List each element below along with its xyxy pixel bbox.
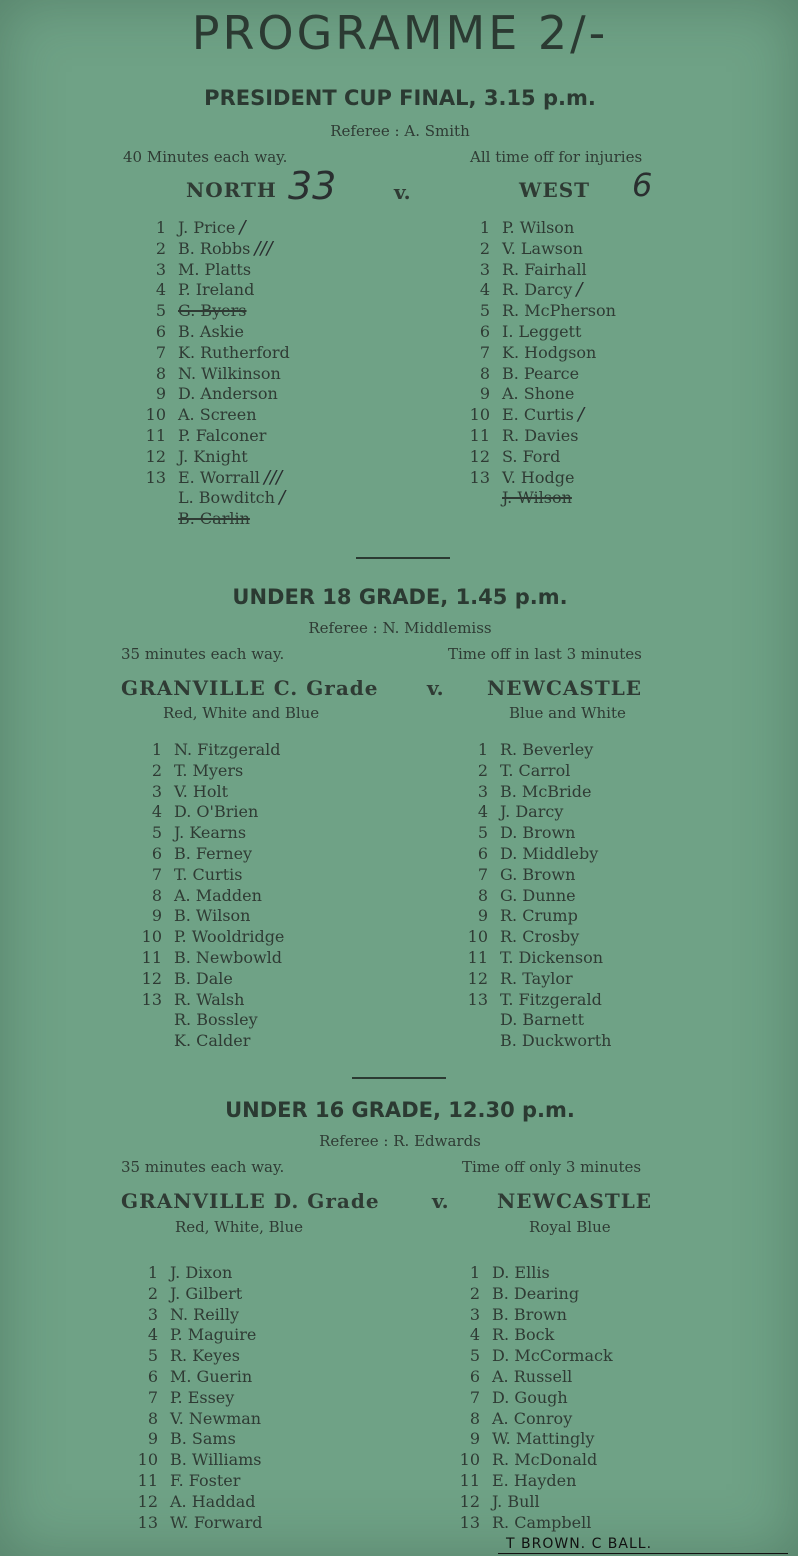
- player-row: [464, 823, 611, 844]
- match2-vs: v.: [427, 676, 444, 700]
- player-number: 2: [147, 1283, 158, 1303]
- player-name: K. Calder: [174, 1031, 251, 1051]
- player-number: 3: [469, 1304, 480, 1324]
- player-name: J. Wilson: [502, 488, 572, 508]
- player-name: P. Ireland: [178, 280, 255, 300]
- player-name: T. Curtis: [174, 864, 243, 884]
- player-number: 4: [155, 280, 166, 300]
- player-number: 2: [477, 760, 488, 780]
- player-row: [142, 364, 290, 385]
- player-row: [464, 802, 611, 823]
- match1-duration: 40 Minutes each way.: [123, 148, 288, 166]
- player-name: P. Falconer: [178, 425, 267, 445]
- player-number: 12: [467, 968, 488, 988]
- player-name: R. Campbell: [492, 1512, 592, 1532]
- player-row: [466, 322, 616, 343]
- player-row: [464, 886, 611, 907]
- match3-away-players: [456, 1263, 613, 1533]
- player-row: [134, 1513, 262, 1534]
- player-number: 7: [479, 342, 490, 362]
- player-row: [464, 927, 611, 948]
- player-number: 6: [479, 321, 490, 341]
- player-number: 9: [479, 384, 490, 404]
- player-row: [466, 405, 616, 426]
- player-name: V. Holt: [174, 781, 229, 801]
- player-number: 7: [147, 1387, 158, 1407]
- match2-referee: Referee : N. Middlemiss: [308, 619, 492, 637]
- player-row: [464, 782, 611, 803]
- player-number: 9: [155, 384, 166, 404]
- player-row: [456, 1513, 613, 1534]
- player-row: [456, 1492, 613, 1513]
- match2-home-colours: Red, White and Blue: [163, 704, 320, 722]
- player-name: B. Pearce: [502, 363, 580, 383]
- player-row: [134, 1325, 262, 1346]
- player-name: N. Fitzgerald: [174, 740, 281, 759]
- player-number: 1: [151, 740, 162, 759]
- player-name: R. Bock: [492, 1325, 555, 1345]
- player-name: N. Wilkinson: [178, 363, 281, 383]
- player-row: [456, 1409, 613, 1430]
- player-row: [138, 865, 284, 886]
- player-row: [142, 468, 290, 489]
- player-name: V. Hodge: [502, 467, 575, 487]
- player-row: [138, 1010, 284, 1031]
- player-number: 7: [151, 864, 162, 884]
- player-row: [456, 1263, 613, 1284]
- player-row: [456, 1388, 613, 1409]
- player-number: 12: [137, 1491, 158, 1511]
- player-row: [456, 1367, 613, 1388]
- player-number: 2: [155, 238, 166, 258]
- player-name: B. Carlin: [178, 509, 250, 529]
- match1-away-players: [466, 218, 616, 509]
- player-name: D. Gough: [492, 1387, 568, 1407]
- player-number: 7: [155, 342, 166, 362]
- player-number: 4: [151, 802, 162, 822]
- player-row: [464, 1010, 611, 1031]
- player-row: [456, 1471, 613, 1492]
- player-name: P. Wilson: [502, 218, 575, 237]
- player-row: [464, 865, 611, 886]
- player-name: L. Bowditch: [178, 488, 275, 508]
- player-number: 11: [459, 1470, 480, 1490]
- match3-referee: Referee : R. Edwards: [319, 1132, 481, 1150]
- player-number: 13: [467, 989, 488, 1009]
- player-name: T. Dickenson: [500, 947, 604, 967]
- player-row: [464, 969, 611, 990]
- section-divider: [352, 1077, 446, 1079]
- player-number: 11: [467, 947, 488, 967]
- player-row: [142, 322, 290, 343]
- player-number: 10: [467, 927, 488, 947]
- player-number: 12: [459, 1491, 480, 1511]
- player-name: R. McDonald: [492, 1450, 598, 1470]
- player-number: 10: [469, 405, 490, 425]
- player-name: F. Foster: [170, 1470, 241, 1490]
- player-name: B. Ferney: [174, 843, 253, 863]
- player-name: B. Robbs: [178, 238, 251, 258]
- player-number: 8: [151, 885, 162, 905]
- player-name: B. Askie: [178, 321, 244, 341]
- match2-away-players: [464, 740, 611, 1052]
- player-number: 6: [469, 1366, 480, 1386]
- player-number: 8: [477, 885, 488, 905]
- player-name: R. Davies: [502, 425, 579, 445]
- match3-home-team: GRANVILLE D. Grade: [121, 1189, 380, 1213]
- player-number: 8: [469, 1408, 480, 1428]
- section-divider: [356, 557, 450, 559]
- player-number: 4: [479, 280, 490, 300]
- player-name: K. Hodgson: [502, 342, 597, 362]
- player-row: [464, 1031, 611, 1052]
- player-number: 13: [145, 467, 166, 487]
- player-row: [134, 1450, 262, 1471]
- player-number: 8: [155, 363, 166, 383]
- player-number: 2: [151, 760, 162, 780]
- match2-heading: UNDER 18 GRADE, 1.45 p.m.: [232, 585, 568, 609]
- player-name: A. Haddad: [170, 1491, 256, 1511]
- player-name: G. Dunne: [500, 885, 576, 905]
- player-name: B. Wilson: [174, 906, 251, 926]
- handwritten-tally-mark: ///: [254, 237, 273, 259]
- player-row: [466, 364, 616, 385]
- player-number: 8: [479, 363, 490, 383]
- match2-away-team: NEWCASTLE: [487, 676, 643, 700]
- player-number: 1: [477, 740, 488, 759]
- player-number: 10: [141, 927, 162, 947]
- match3-time-note: Time off only 3 minutes: [462, 1158, 642, 1176]
- player-name: A. Russell: [492, 1366, 573, 1386]
- player-name: S. Ford: [502, 446, 561, 466]
- match3-home-players: [134, 1263, 262, 1533]
- player-number: 1: [147, 1263, 158, 1282]
- match1-heading: PRESIDENT CUP FINAL, 3.15 p.m.: [204, 86, 596, 110]
- match1-home-players: [142, 218, 290, 530]
- handwritten-tally-mark: /: [239, 217, 246, 238]
- player-name: D. Ellis: [492, 1263, 550, 1282]
- player-row: [138, 740, 284, 761]
- player-number: 7: [469, 1387, 480, 1407]
- player-row: [142, 447, 290, 468]
- player-row: [142, 239, 290, 260]
- player-row: [138, 761, 284, 782]
- player-name: R. Darcy: [502, 280, 573, 300]
- player-name: V. Newman: [170, 1408, 262, 1428]
- player-row: [134, 1492, 262, 1513]
- player-name: T. Carrol: [500, 760, 571, 780]
- player-name: J. Bull: [492, 1491, 540, 1511]
- player-number: 2: [469, 1283, 480, 1303]
- player-row: [142, 509, 290, 530]
- player-row: [134, 1388, 262, 1409]
- match3-vs: v.: [432, 1189, 449, 1213]
- player-row: [464, 740, 611, 761]
- player-row: [456, 1284, 613, 1305]
- player-name: D. Anderson: [178, 384, 278, 404]
- player-name: W. Mattingly: [492, 1429, 595, 1449]
- player-name: A. Conroy: [492, 1408, 573, 1428]
- player-number: 5: [479, 301, 490, 321]
- player-number: 9: [151, 906, 162, 926]
- player-row: [464, 761, 611, 782]
- player-name: W. Forward: [170, 1512, 263, 1532]
- match3-home-colours: Red, White, Blue: [175, 1218, 303, 1236]
- player-number: 11: [141, 947, 162, 967]
- match3-away-colours: Royal Blue: [529, 1218, 611, 1236]
- player-row: [142, 384, 290, 405]
- player-row: [134, 1367, 262, 1388]
- player-name: P. Maguire: [170, 1325, 257, 1345]
- player-name: R. Crosby: [500, 927, 580, 947]
- player-name: D. McCormack: [492, 1346, 613, 1366]
- player-number: 12: [141, 968, 162, 988]
- player-number: 2: [479, 238, 490, 258]
- player-row: [138, 969, 284, 990]
- match1-away-team: WEST: [519, 178, 591, 202]
- player-row: [138, 886, 284, 907]
- player-row: [134, 1429, 262, 1450]
- player-number: 9: [147, 1429, 158, 1449]
- match1-time-note: All time off for injuries: [470, 148, 643, 166]
- player-name: J. Gilbert: [170, 1283, 243, 1303]
- programme-title: PROGRAMME 2/-: [191, 6, 609, 60]
- player-row: [142, 280, 290, 301]
- player-row: [142, 218, 290, 239]
- player-name: K. Rutherford: [178, 342, 290, 362]
- match3-duration: 35 minutes each way.: [121, 1158, 285, 1176]
- player-number: 6: [147, 1366, 158, 1386]
- player-name: T. Myers: [174, 760, 244, 780]
- player-row: [134, 1284, 262, 1305]
- player-name: J. Darcy: [500, 802, 564, 822]
- player-row: [134, 1471, 262, 1492]
- player-row: [466, 426, 616, 447]
- match1-vs: v.: [394, 180, 411, 204]
- player-row: [456, 1325, 613, 1346]
- handwritten-tally-mark: /: [576, 279, 583, 301]
- player-number: 10: [459, 1450, 480, 1470]
- player-row: [142, 260, 290, 281]
- player-row: [138, 927, 284, 948]
- player-number: 8: [147, 1408, 158, 1428]
- player-row: [138, 990, 284, 1011]
- player-number: 12: [145, 446, 166, 466]
- player-number: 11: [137, 1470, 158, 1490]
- player-number: 3: [155, 259, 166, 279]
- player-number: 5: [147, 1346, 158, 1366]
- player-number: 4: [147, 1325, 158, 1345]
- player-row: [138, 823, 284, 844]
- handwritten-tally-mark: /: [278, 487, 286, 509]
- player-name: J. Price: [178, 218, 236, 237]
- match1-home-score: 33: [288, 164, 337, 208]
- player-number: 12: [469, 446, 490, 466]
- player-name: A. Screen: [178, 405, 257, 425]
- player-row: [466, 447, 616, 468]
- player-name: G. Brown: [500, 864, 576, 884]
- player-number: 6: [151, 843, 162, 863]
- player-row: [142, 343, 290, 364]
- player-number: 5: [155, 301, 166, 321]
- player-name: R. McPherson: [502, 301, 616, 321]
- player-row: [134, 1305, 262, 1326]
- player-row: [138, 906, 284, 927]
- player-row: [466, 384, 616, 405]
- player-name: P. Essey: [170, 1387, 235, 1407]
- player-row: [466, 343, 616, 364]
- player-number: 3: [477, 781, 488, 801]
- player-number: 5: [477, 823, 488, 843]
- player-name: B. Dearing: [492, 1283, 580, 1303]
- player-name: D. O'Brien: [174, 802, 259, 822]
- player-name: R. Beverley: [500, 740, 594, 759]
- player-number: 6: [155, 321, 166, 341]
- player-number: 13: [141, 989, 162, 1009]
- player-row: [466, 488, 616, 509]
- player-name: B. Williams: [170, 1450, 262, 1470]
- player-row: [138, 1031, 284, 1052]
- match3-heading: UNDER 16 GRADE, 12.30 p.m.: [225, 1098, 575, 1122]
- player-name: R. Taylor: [500, 968, 573, 988]
- player-row: [456, 1305, 613, 1326]
- player-name: B. Duckworth: [500, 1031, 612, 1051]
- player-name: J. Dixon: [170, 1263, 233, 1282]
- player-row: [466, 301, 616, 322]
- player-row: [142, 405, 290, 426]
- match1-away-score: 6: [632, 166, 653, 204]
- player-name: V. Lawson: [502, 238, 583, 258]
- player-name: T. Fitzgerald: [500, 989, 602, 1009]
- player-number: 1: [469, 1263, 480, 1282]
- player-name: E. Worrall: [178, 467, 260, 487]
- player-name: R. Walsh: [174, 989, 245, 1009]
- player-number: 7: [477, 864, 488, 884]
- player-number: 5: [469, 1346, 480, 1366]
- player-number: 1: [155, 218, 166, 237]
- handwritten-tally-mark: /: [577, 404, 584, 426]
- player-name: R. Fairhall: [502, 259, 587, 279]
- player-number: 10: [137, 1450, 158, 1470]
- player-name: B. Sams: [170, 1429, 236, 1449]
- player-name: N. Reilly: [170, 1304, 240, 1324]
- match2-time-note: Time off in last 3 minutes: [448, 645, 642, 663]
- player-row: [456, 1429, 613, 1450]
- player-name: A. Madden: [174, 885, 262, 905]
- player-name: G. Byers: [178, 301, 247, 321]
- player-name: J. Kearns: [174, 823, 247, 843]
- player-row: [464, 948, 611, 969]
- player-row: [134, 1263, 262, 1284]
- player-row: [466, 218, 616, 239]
- player-number: 13: [469, 467, 490, 487]
- player-number: 4: [477, 802, 488, 822]
- player-row: [134, 1409, 262, 1430]
- player-name: R. Bossley: [174, 1010, 258, 1030]
- player-name: D. Brown: [500, 823, 576, 843]
- player-name: P. Wooldridge: [174, 927, 285, 947]
- player-row: [466, 260, 616, 281]
- player-name: A. Shone: [502, 384, 575, 404]
- player-row: [464, 990, 611, 1011]
- player-number: 3: [479, 259, 490, 279]
- player-row: [464, 844, 611, 865]
- player-row: [138, 782, 284, 803]
- player-row: [466, 239, 616, 260]
- player-number: 9: [469, 1429, 480, 1449]
- player-row: [456, 1346, 613, 1367]
- player-number: 3: [151, 781, 162, 801]
- player-number: 3: [147, 1304, 158, 1324]
- match1-referee: Referee : A. Smith: [330, 122, 470, 140]
- player-name: B. McBride: [500, 781, 592, 801]
- player-name: B. Dale: [174, 968, 233, 988]
- match2-home-players: [138, 740, 284, 1052]
- player-name: D. Barnett: [500, 1010, 585, 1030]
- player-name: M. Guerin: [170, 1366, 253, 1386]
- handwritten-footer-note: T BROWN. C BALL.: [506, 1536, 653, 1552]
- match3-away-team: NEWCASTLE: [497, 1189, 653, 1213]
- player-name: E. Curtis: [502, 405, 574, 425]
- player-number: 11: [469, 425, 490, 445]
- player-number: 10: [145, 405, 166, 425]
- player-number: 11: [145, 425, 166, 445]
- player-number: 5: [151, 823, 162, 843]
- player-name: J. Knight: [178, 446, 248, 466]
- player-row: [142, 488, 290, 509]
- player-row: [138, 802, 284, 823]
- player-row: [138, 948, 284, 969]
- player-row: [464, 906, 611, 927]
- player-name: E. Hayden: [492, 1470, 577, 1490]
- player-name: I. Leggett: [502, 321, 582, 341]
- match2-duration: 35 minutes each way.: [121, 645, 285, 663]
- player-number: 13: [137, 1512, 158, 1532]
- player-row: [142, 426, 290, 447]
- footer-underline: [498, 1553, 788, 1554]
- player-name: R. Crump: [500, 906, 578, 926]
- player-name: B. Brown: [492, 1304, 567, 1324]
- handwritten-tally-mark: ///: [263, 466, 283, 488]
- match1-home-team: NORTH: [186, 178, 277, 202]
- player-name: M. Platts: [178, 259, 252, 279]
- player-number: 9: [477, 906, 488, 926]
- player-row: [466, 280, 616, 301]
- match2-away-colours: Blue and White: [509, 704, 626, 722]
- player-number: 13: [459, 1512, 480, 1532]
- player-row: [138, 844, 284, 865]
- player-row: [456, 1450, 613, 1471]
- player-row: [466, 468, 616, 489]
- player-name: B. Newbowld: [174, 947, 283, 967]
- player-number: 1: [479, 218, 490, 237]
- match2-home-team: GRANVILLE C. Grade: [121, 676, 379, 700]
- player-name: R. Keyes: [170, 1346, 240, 1366]
- player-number: 4: [469, 1325, 480, 1345]
- player-row: [142, 301, 290, 322]
- player-row: [134, 1346, 262, 1367]
- player-name: D. Middleby: [500, 843, 599, 863]
- player-number: 6: [477, 843, 488, 863]
